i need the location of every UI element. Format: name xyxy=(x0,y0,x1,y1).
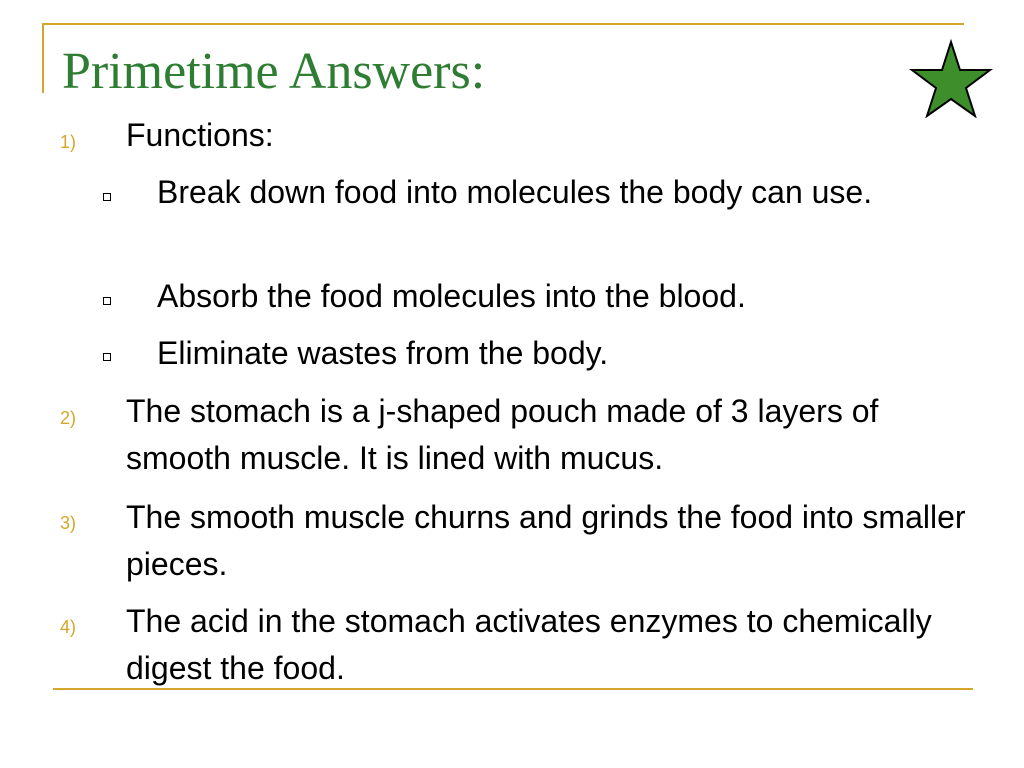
item-2-text: The stomach is a j-shaped pouch made of 3 layers of smooth muscle. It is lined with mucus. xyxy=(126,393,879,476)
item-2-number: 2) xyxy=(60,408,77,428)
square-bullet-icon xyxy=(103,193,111,201)
item-1-sub-1: Break down food into molecules the body can use. xyxy=(157,174,873,210)
slide-title: Primetime Answers: xyxy=(62,43,486,100)
square-bullet-icon xyxy=(103,353,111,361)
item-3-number: 3) xyxy=(60,513,77,533)
item-4-number: 4) xyxy=(60,617,77,637)
item-1-sub-3: Eliminate wastes from the body. xyxy=(157,335,609,371)
item-3-text: The smooth muscle churns and grinds the food into smaller pieces. xyxy=(126,499,966,582)
square-bullet-icon xyxy=(103,297,111,305)
item-4-text: The acid in the stomach activates enzymes to chemically digest the food. xyxy=(126,603,932,686)
item-1-sub-2: Absorb the food molecules into the blood. xyxy=(157,278,746,314)
item-1-number: 1) xyxy=(60,132,77,152)
item-1-text: Functions: xyxy=(126,117,274,153)
